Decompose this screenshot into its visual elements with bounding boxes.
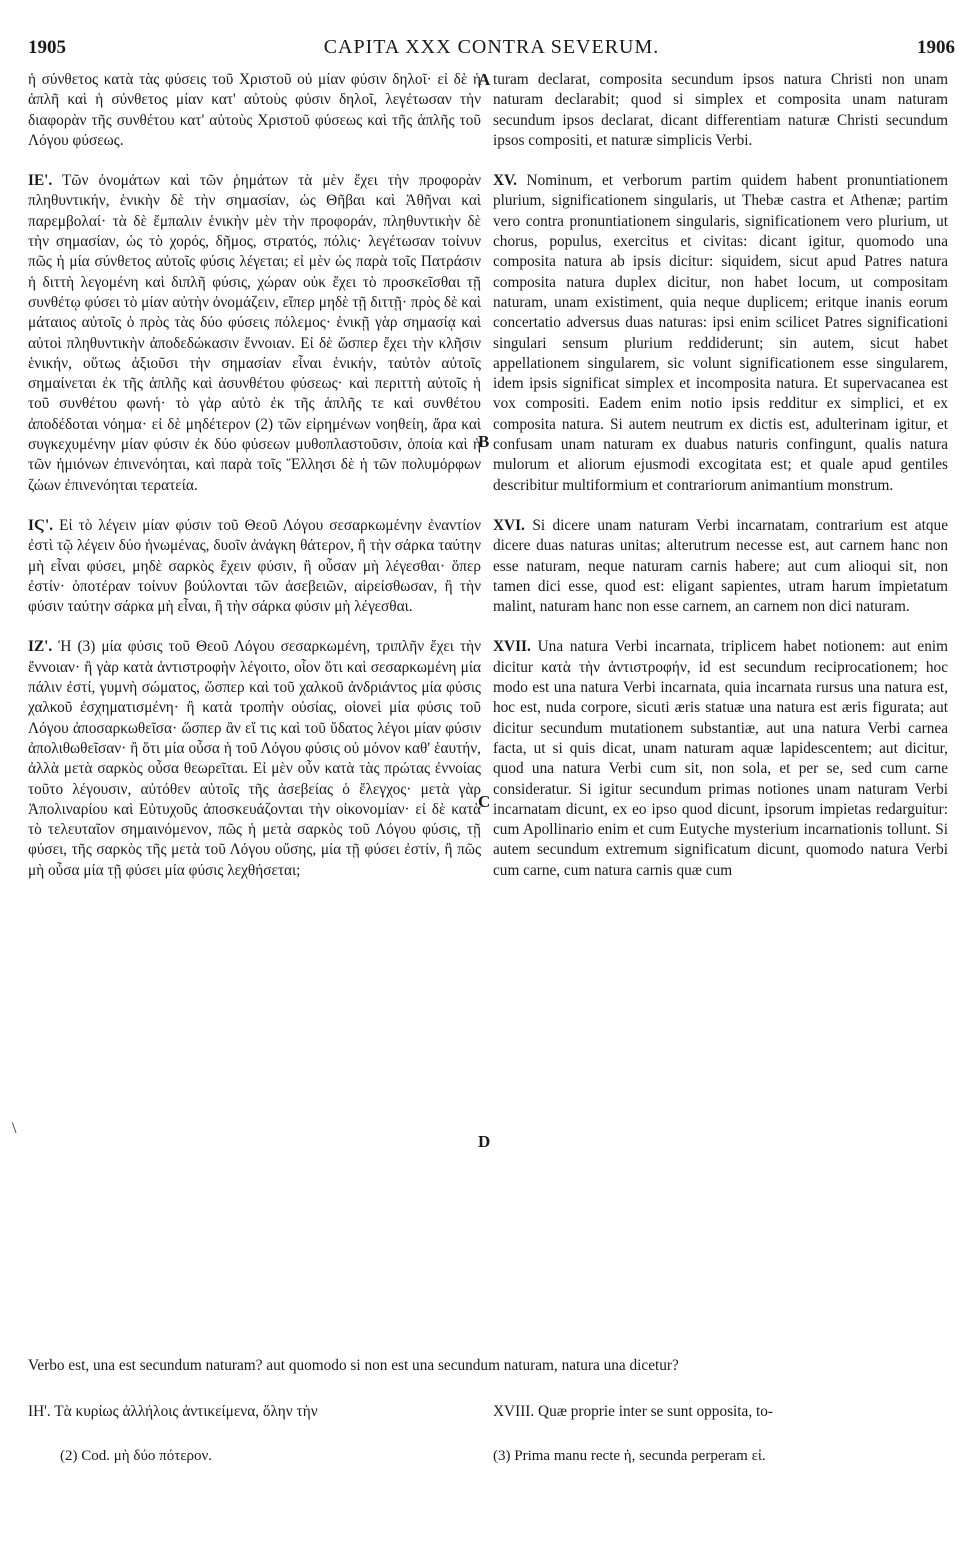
chapter-text: Nominum, et verborum partim quidem habent pronuntiationem plurium, significationem singularis, ut Thebæ castra et Athenæ; partim vero contra pronuntiationem singularis, significationem vero plurium, ut chorus, populus, exercitus et civitas: dicant igitur, quomodo una composita natura ab ipsis dicitur: siquidem, sicut apud Patres natura composita natura duplex dicitur, non habet locum, ut compositam naturam, unam existiment, quia neque duplicem; eritque inanis eorum concertatio adversus duas naturas: ipsi enim scilicet Patres significationi singulari sensum plurium reddiderunt; sin autem, sicut habet appellationem singularem, sic volunt significationem esse singularem, idem ipsis significat simplex et incomposita natura. Et supervacanea est vox compositi. Eadem enim notio ipsis redditur ex simplici, et ex composita natura. Si autem neutrum ex dictis est, adulterinam igitur, et confusam unam naturam ex duabus naturis confingunt, qualis natura mulorum et aliorum ejusmodi excogitata est; et quale apud gentiles describitur multiformium et contrariorum animantium monstrum. [493, 172, 949, 494]
chapter-number: ΙΖ'. [28, 638, 53, 656]
chapter-number: XV. [493, 172, 517, 190]
latin-paragraph [493, 516, 948, 617]
chapter-text: Quæ proprie inter se sunt opposita, to- [538, 1403, 773, 1420]
section-marker-d: D [478, 1132, 491, 1151]
chapter-text: Τὰ κυρίως ἀλλήλοις ἀντικείμενα, ὅλην τὴν [54, 1403, 318, 1420]
greek-final-paragraph [28, 1402, 481, 1422]
latin-paragraph [493, 637, 948, 881]
greek-paragraph [28, 637, 481, 881]
section-marker-b: B [478, 432, 490, 451]
right-page-number: 1906 [916, 37, 955, 58]
latin-column [493, 70, 948, 881]
latin-final-paragraph [493, 1402, 948, 1422]
chapter-text: Si dicere unam naturam Verbi incarnatam, contrarium est atque dicere duas naturas unitas; alterutrum necesse est, aut carnem hanc non esse naturam, neque naturam carnis habere; aut cum alioqui sit, non tamen dici esse, quod est: eligant sapientes, utram harum impietatum malint, naturam hanc non esse carnem, an carnem non dici naturam. [493, 516, 948, 616]
latin-paragraph: turam declarat, composita secundum ipsos natura Christi non unam naturam declarabit; quod si simplex et composita unam naturam secundum ipsos declarat, dicant differentiam naturæ Christi secundum ipsos compositi, et naturæ simplicis Verbi. [493, 71, 948, 149]
spanning-line: Verbo est, una est secundum naturam? aut quomodo si non est una secundum naturam, natura una dicetur? [28, 1357, 679, 1374]
greek-paragraph [28, 516, 481, 617]
chapter-number: ΙϚ'. [28, 516, 54, 534]
chapter-text: Ἡ (3) μία φύσις τοῦ Θεοῦ Λόγου σεσαρκωμένη, τριπλῆν ἔχει τὴν ἔννοιαν· ἢ γὰρ κατὰ ἀντιστροφὴν λέγοιτο, οἷον ὅτι καὶ σεσαρκωμένη μία πάλιν ἐστί, γυμνὴ σώματος, ὥσπερ καὶ τοῦ χαλκοῦ ἀνδριάντος μία φύσις χαλκοῦ ἐσχηματισμένη· ἢ κατὰ τροπὴν οὐσίας, οἱονεὶ μία φύσις τοῦ Λόγου ἀποσαρκωθεῖσα· ὥσπερ ἂν εἴ τις καὶ τοῦ ὕδατος λέγοι μίαν φύσιν ἀπολιθωθεῖσαν· ἢ ὅτι μία οὖσα ἡ τοῦ Λόγου φύσις οὐ μόνον καθ' ἑαυτήν, ἀλλὰ μετὰ σαρκὸς οὖσα θεωρεῖται. Εἰ μὲν οὖν κατὰ τὰς πρώτας ἐννοίας τοῦτο λέγουσιν, αὐτόθεν αὐτοῖς τῆς ἀσεβείας ὁ ἔλεγχος· μετὰ γὰρ Ἀπολιναρίου καὶ Εὐτυχοῦς ἀποσκευάζονται τὴν οἰκονομίαν· εἰ δὲ κατὰ τὸ τελευταῖον σημαινόμενον, πῶς ἡ μετὰ σαρκὸς τοῦ Λόγου φύσις, τῇ φύσει, τῆς σαρκὸς τῆς μετὰ τοῦ Λόγου οὔσης, μία τῇ φύσει ἐστίν, ἢ πῶς μὴ οὖσα μία τῇ φύσει μία φύσις λεχθήσεται; [28, 638, 482, 879]
section-marker-c: C [478, 792, 491, 811]
section-marker-a: A [478, 70, 491, 89]
greek-column [28, 70, 481, 881]
chapter-number: XVII. [493, 638, 531, 656]
greek-paragraph: ἡ σύνθετος κατὰ τὰς φύσεις τοῦ Χριστοῦ οὐ μίαν φύσιν δηλοῖ· εἰ δὲ ἡ ἁπλῆ καὶ ἡ σύνθετος μίαν κατ' αὐτοὺς φύσιν δηλοῖ, λεγέτωσαν τὴν διαφορὰν τῆς συνθέτου κατ' αὐτοὺς Χριστοῦ φύσεως καὶ τῆς ἁπλῆς τοῦ Λόγου φύσεως. [28, 71, 481, 149]
running-title: CAPITA XXX CONTRA SEVERUM. [323, 36, 660, 58]
greek-paragraph [28, 171, 481, 496]
chapter-number: ΙΗ'. [28, 1403, 51, 1420]
chapter-text: Una natura Verbi incarnata, triplicem habet notionem: aut enim dicitur κατὰ τὴν ἀντιστροφήν, id est secundum reciprocationem; hoc modo est una natura Verbi incarnata, quia incarnata rursus una natura est, hoc est, nuda corpore, sicuti æris statuæ una natura est æris figurata; aut dicitur secundum mutationem substantiæ, aut una natura Verbi carnea facta, ut si quis dicat, unam naturam aquæ lapidescentem; aut dicitur, quod una natura Verbi cum sit, non sola, et per se, sed cum carne consideratur. Si igitur secundum primas notiones unam naturam Verbi incarnatam dicunt, ex eo ipso quod dicunt, ipsorum impietas redarguitur: cum Apollinario enim et cum Eutyche mysterium incarnationis tollunt. Si autem secundum extremum significatum dicunt, quomodo natura Verbi cum carne, cum natura carnis quæ cum [493, 638, 948, 879]
chapter-number: XVI. [493, 516, 525, 534]
page-header [28, 36, 955, 62]
latin-paragraph [493, 171, 948, 496]
chapter-number: XVIII. [493, 1403, 535, 1420]
chapter-text: Τῶν ὀνομάτων καὶ τῶν ῥημάτων τὰ μὲν ἔχει τὴν προφορὰν πληθυντικήν, ἑνικὴν δὲ τὴν σημασίαν, ὡς Θῆβαι καὶ Ἀθῆναι καὶ παρεμβολαί· τὰ δὲ ἔμπαλιν ἑνικὴν μὲν τὴν προφοράν, πληθυντικὴν δὲ τὴν σημασίαν, ὡς τὸ χορός, δῆμος, στρατός, πόλις· λεγέτωσαν τοίνυν πῶς ἡ μία σύνθετος αὐτοῖς φύσις λέγεται; εἰ μὲν ὡς παρὰ τοῖς Πατράσιν ἡ διττὴ λεγομένη καὶ διπλῆ φύσις, χώραν οὐκ ἔχει τὸ προσκεῖσθαι τῇ συνθέτῳ φύσει τὸ μίαν αὐτὴν ὀνομάζειν, εἴπερ μηδὲ τῇ διττῇ· πρὸς δὲ καὶ μάταιος αὐτοῖς ὁ πρὸς τὰς δύο φύσεις πόλεμος· ἑνικῇ γὰρ σημασίᾳ καὶ αὐτοὶ πληθυντικὴν ἀποδεδώκασιν ἔννοιαν. Εἰ δὲ ὥσπερ ἔχει τὴν κλῆσιν ἑνικήν, οὕτως ἀξιοῦσι τὴν σημασίαν εἶναι ἑνικήν, ταὐτὸν αὐτοῖς σημαίνεται ἐκ τῆς ἁπλῆς καὶ ἀσυνθέτου φύσεως· καὶ περιττὴ αὐτοῖς ἡ τοῦ συνθέτου φωνή· τὸ γὰρ αὐτὸ ἐκ τῆς ἁπλῆς τε καὶ συνθέτου ἀποδέδοται νόημα· εἰ δὲ μηδέτερον (2) τῶν εἰρημένων νοηθείη, ἄρα καὶ συγκεχυμένην μίαν φύσιν ἐκ δύο φύσεων μυθοπλαστοῦσιν, ὁποία καὶ ἡ τῶν ἡμιόνων ἐπινενόηται, καὶ παρὰ τοῖς Ἕλλησι δὲ ἡ τῶν πολυμόρφων ζώων ἐπινενόηται τερατεία. [28, 172, 481, 494]
chapter-text: Εἰ τὸ λέγειν μίαν φύσιν τοῦ Θεοῦ Λόγου σεσαρκωμένην ἐναντίον ἐστὶ τῷ λέγειν δύο ἡνωμένας, δυοῖν ἀνάγκη θάτερον, ἢ τὴν σάρκα ταύτην μὴ εἶναι φύσει, μηδὲ σαρκὸς ἔχειν φύσιν, ἢ οὖσαν μὴ λέγεσθαι· ὅπερ ἐστίν· ὁποτέραν τοίνυν βούλονται τῶν ἀσεβειῶν, αἱρείσθωσαν, ἢ τὴν φύσιν ταύτην σάρκα μὴ εἶναι, ἢ τὴν σάρκα φύσιν μὴ λέγεσθαι. [28, 516, 481, 616]
margin-tick: \ [12, 1120, 17, 1137]
footnote-right: (3) Prima manu recte ἡ, secunda perperam εἰ. [493, 1448, 766, 1464]
footnote-left: (2) Cod. μὴ δύο πότερον. [60, 1448, 213, 1464]
chapter-number: ΙΕ'. [28, 172, 53, 190]
left-page-number: 1905 [28, 37, 66, 58]
